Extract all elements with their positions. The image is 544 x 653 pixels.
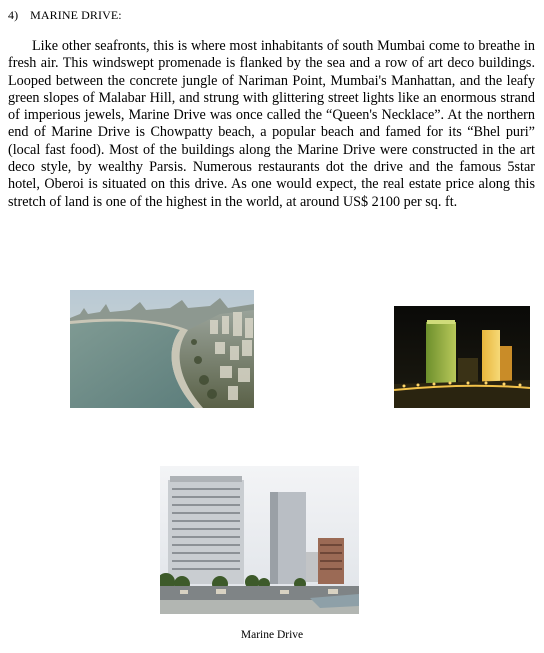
section-title: MARINE DRIVE:: [30, 8, 122, 22]
marine-drive-towers-photo: [160, 466, 359, 614]
marine-drive-night-photo: [394, 306, 530, 408]
section-number: 4): [8, 8, 19, 22]
body-paragraph: Like other seafronts, this is where most inhabitants of south Mumbai come to breathe in fresh air. This windswept promenade is flanked by the sea and a row of art deco buildings. Looped between the concrete jungle of Nariman Point, Mumbai's Manhattan, and the leafy green slopes of Malabar Hill, and strung with glittering street lights like an enormous strand of imperious jewels, Marine Drive was once called the “Queen's Necklace”. At the northern end of Marine Drive is Chowpatty beach, a popular beach and famed for its “Bhel puri” (local fast food). Most of the buildings along the Marine Drive were constructed in the art deco style, by wealthy Parsis. Numerous restaurants dot the drive and the famous 5star hotel, Oberoi is situated on this drive. As one would expect, the real estate price along this stretch of land is one of the highest in the world, at around US$ 2100 per sq. ft.: [8, 38, 535, 210]
photo-caption: Marine Drive: [240, 629, 304, 641]
section-heading: [8, 8, 122, 23]
marine-drive-aerial-photo: [70, 290, 254, 408]
